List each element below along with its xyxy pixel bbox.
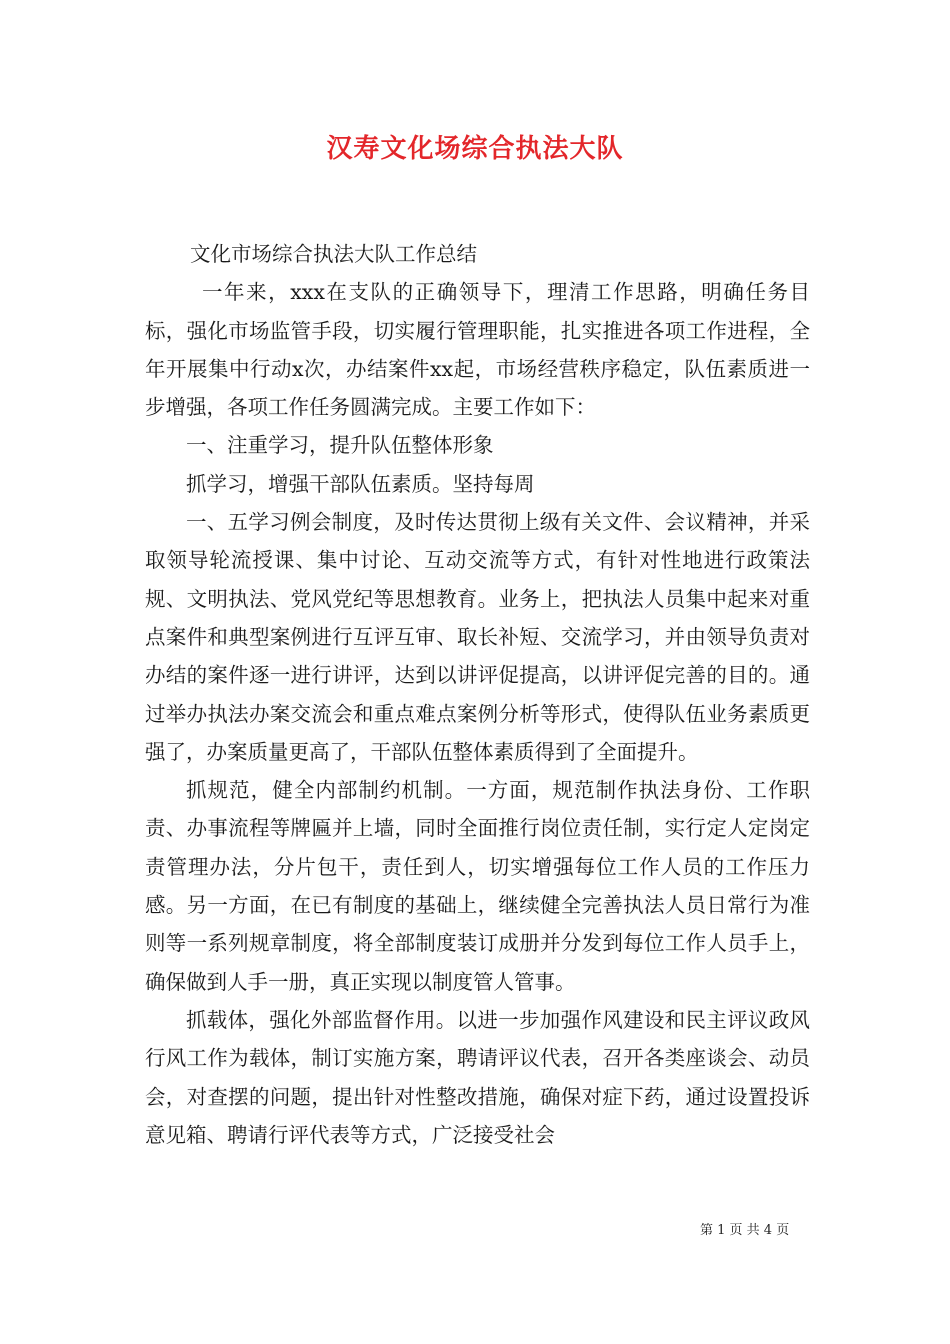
document-title: 汉寿文化场综合执法大队 (326, 134, 624, 164)
document-body (145, 235, 810, 1154)
page-number: 第 1 页 共 4 页 (700, 1223, 790, 1238)
paragraph-study-detail: 一、五学习例会制度，及时传达贯彻上级有关文件、会议精神，并采取领导轮流授课、集中讨论、互动交流等方式，有针对性地进行政策法规、文明执法、党风党纪等思想教育。业务上，把执法人员集中起来对重点案件和典型案例进行互评互审、取长补短、交流学习，并由领导负责对办结的案件逐一进行讲评，达到以讲评促提高，以讲评促完善的目的。通过举办执法办案交流会和重点难点案例分析等形式，使得队伍业务素质更强了，办案质量更高了，干部队伍整体素质得到了全面提升。 (145, 510, 810, 764)
paragraph-standardization: 抓规范，健全内部制约机制。一方面，规范制作执法身份、工作职责、办事流程等牌匾并上墙，同时全面推行岗位责任制，实行定人定岗定责管理办法，分片包干，责任到人，切实增强每位工作人员的工作压力感。另一方面，在已有制度的基础上，继续健全完善执法人员日常行为准则等一系列规章制度，将全部制度装订成册并分发到每位工作人员手上，确保做到人手一册，真正实现以制度管人管事。 (145, 778, 810, 994)
document-subtitle: 文化市场综合执法大队工作总结 (190, 242, 477, 266)
paragraph-study-lead: 抓学习，增强干部队伍素质。坚持每周 (186, 471, 535, 496)
paragraph-intro: 一年来，xxx在支队的正确领导下，理清工作思路，明确任务目标，强化市场监管手段，切实履行管理职能，扎实推进各项工作进程，全年开展集中行动x次，办结案件xx起，市场经营秩序稳定，队伍素质进一步增强，各项工作任务圆满完成。主要工作如下： (145, 280, 810, 420)
paragraph-supervision: 抓载体，强化外部监督作用。以进一步加强作风建设和民主评议政风行风工作为载体，制订实施方案，聘请评议代表，召开各类座谈会、动员会，对查摆的问题，提出针对性整改措施，确保对症下药，通过设置投诉意见箱、聘请行评代表等方式，广泛接受社会 (145, 1007, 810, 1147)
section-heading-1: 一、注重学习，提升队伍整体形象 (186, 433, 494, 458)
